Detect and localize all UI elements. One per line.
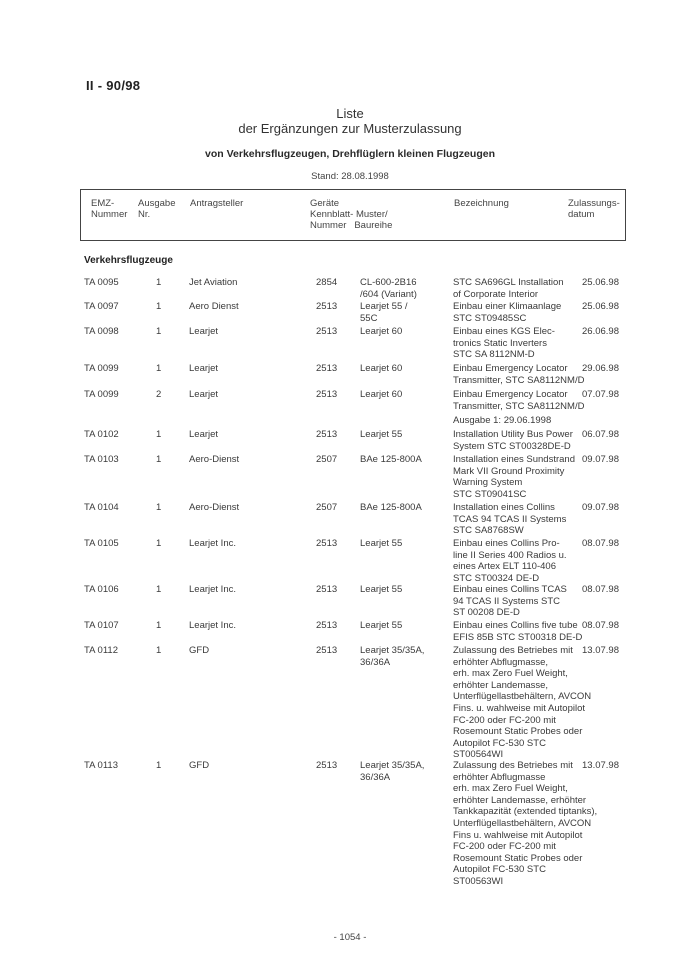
ausgabe-number: 1 — [156, 429, 162, 440]
muster-baureihe: BAe 125-800A — [360, 502, 422, 513]
bezeichnung: Einbau eines KGS Elec- tronics Static Inverters STC SA 8112NM-D — [453, 326, 555, 361]
emz-number: TA 0107 — [84, 620, 119, 631]
kennblatt-number: 2513 — [316, 584, 338, 595]
kennblatt-number: 2513 — [316, 645, 338, 656]
antragsteller: GFD — [189, 760, 210, 771]
kennblatt-number: 2507 — [316, 502, 338, 513]
ausgabe-number: 1 — [156, 538, 162, 549]
zulassungsdatum: 07.07.98 — [582, 389, 619, 400]
emz-number: TA 0104 — [84, 502, 119, 513]
page-title: Liste — [336, 106, 364, 121]
bezeichnung: Installation eines Collins TCAS 94 TCAS II Systems STC SA8768SW — [453, 502, 567, 537]
muster-baureihe: BAe 125-800A — [360, 454, 422, 465]
antragsteller: Aero Dienst — [189, 301, 239, 312]
antragsteller: Learjet Inc. — [189, 584, 236, 595]
bezeichnung: Einbau Emergency Locator Transmitter, STC SA8112NM/D — [453, 363, 585, 386]
kennblatt-number: 2513 — [316, 301, 338, 312]
page-title-line2: der Ergänzungen zur Musterzulassung — [238, 121, 462, 136]
header-emz: EMZ- Nummer — [91, 198, 128, 220]
ausgabe-number: 1 — [156, 645, 162, 656]
document-number: II - 90/98 — [86, 78, 141, 93]
bezeichnung: Zulassung des Betriebes mit erhöhter Abflugmasse, erh. max Zero Fuel Weight, erhöhter Landemasse, Unterflügellastbehältern, AVCON Fins. u. wahlweise mit Autopilot FC-200 oder FC-200 mit Rosemount Static Probes oder Autopilot FC-530 STC ST00564WI — [453, 645, 592, 761]
kennblatt-number: 2513 — [316, 389, 338, 400]
emz-number: TA 0095 — [84, 277, 119, 288]
zulassungsdatum: 25.06.98 — [582, 277, 619, 288]
stand-date: Stand: 28.08.1998 — [311, 171, 389, 182]
emz-number: TA 0112 — [84, 645, 118, 656]
emz-number: TA 0103 — [84, 454, 119, 465]
header-kennblatt: Kennblatt- Muster/ — [310, 209, 388, 220]
bezeichnung: Einbau eines Collins Pro- line II Series 400 Radios u. eines Artex ELT 110-406 STC ST00324 DE-D — [453, 538, 567, 584]
zulassungsdatum: 09.07.98 — [582, 454, 619, 465]
zulassungsdatum: 13.07.98 — [582, 645, 619, 656]
antragsteller: GFD — [189, 645, 210, 656]
header-geraete: Geräte Kennblatt- Muster/ Nummer Baureihe — [310, 198, 393, 231]
zulassungsdatum: 09.07.98 — [582, 502, 619, 513]
muster-baureihe: Learjet 55 — [360, 584, 403, 595]
emz-number: TA 0099 — [84, 363, 119, 374]
bezeichnung: Installation Utility Bus Power System STC ST00328DE-D — [453, 429, 573, 452]
muster-baureihe: Learjet 60 — [360, 363, 403, 374]
emz-number: TA 0097 — [84, 301, 119, 312]
header-bezeichnung: Bezeichnung — [454, 198, 509, 209]
header-muster: Nummer Baureihe — [310, 220, 393, 231]
bezeichnung: Einbau einer Klimaanlage STC ST09485SC — [453, 301, 562, 324]
antragsteller: Learjet Inc. — [189, 538, 236, 549]
kennblatt-number: 2507 — [316, 454, 338, 465]
antragsteller: Learjet — [189, 363, 219, 374]
antragsteller: Aero-Dienst — [189, 454, 240, 465]
muster-baureihe: Learjet 35/35A, 36/36A — [360, 645, 425, 668]
kennblatt-number: 2513 — [316, 538, 338, 549]
ausgabe-number: 1 — [156, 502, 162, 513]
bezeichnung: Zulassung des Betriebes mit erhöhter Abflugmasse erh. max Zero Fuel Weight, erhöhter Landemasse, erhöhter Tankkapazität (extended tiptanks), Unterflügellastbehältern, AVCON Fins u. wahlweise mit Autopilot FC-200 oder FC-200 mit Rosemount Static Probes oder Autopilot FC-530 STC ST00563WI — [453, 760, 598, 887]
ausgabe-number: 1 — [156, 760, 162, 771]
page-footer: - 1054 - — [333, 932, 367, 943]
antragsteller: Learjet — [189, 429, 219, 440]
ausgabe-number: 1 — [156, 363, 162, 374]
emz-number: TA 0105 — [84, 538, 119, 549]
zulassungsdatum: 08.07.98 — [582, 584, 619, 595]
ausgabe-number: 1 — [156, 584, 162, 595]
muster-baureihe: Learjet 55 — [360, 429, 403, 440]
bezeichnung: Einbau eines Collins five tube EFIS 85B STC ST00318 DE-D — [453, 620, 583, 643]
antragsteller: Aero-Dienst — [189, 502, 240, 513]
table-header — [80, 189, 626, 241]
bezeichnung: Einbau Emergency Locator Transmitter, STC SA8112NM/D Ausgabe 1: 29.06.1998 — [453, 389, 585, 427]
kennblatt-number: 2513 — [316, 429, 338, 440]
zulassungsdatum: 08.07.98 — [582, 620, 619, 631]
zulassungsdatum: 08.07.98 — [582, 538, 619, 549]
zulassungsdatum: 26.06.98 — [582, 326, 619, 337]
emz-number: TA 0102 — [84, 429, 119, 440]
kennblatt-number: 2513 — [316, 326, 338, 337]
kennblatt-number: 2513 — [316, 760, 338, 771]
ausgabe-number: 1 — [156, 301, 162, 312]
muster-baureihe: Learjet 35/35A, 36/36A — [360, 760, 425, 783]
bezeichnung: STC SA696GL Installation of Corporate Interior — [453, 277, 564, 300]
zulassungsdatum: 13.07.98 — [582, 760, 619, 771]
muster-baureihe: Learjet 60 — [360, 326, 403, 337]
muster-baureihe: Learjet 55 — [360, 538, 403, 549]
emz-number: TA 0099 — [84, 389, 119, 400]
emz-number: TA 0106 — [84, 584, 119, 595]
antragsteller: Learjet Inc. — [189, 620, 236, 631]
emz-number: TA 0113 — [84, 760, 118, 771]
zulassungsdatum: 06.07.98 — [582, 429, 619, 440]
header-zulassung: Zulassungs- datum — [568, 198, 620, 220]
kennblatt-number: 2854 — [316, 277, 338, 288]
ausgabe-number: 1 — [156, 454, 162, 465]
section-heading: Verkehrsflugzeuge — [84, 255, 173, 266]
zulassungsdatum: 25.06.98 — [582, 301, 619, 312]
antragsteller: Learjet — [189, 389, 219, 400]
antragsteller: Jet Aviation — [189, 277, 238, 288]
header-ausgabe: Ausgabe Nr. — [138, 198, 176, 220]
ausgabe-number: 1 — [156, 326, 162, 337]
kennblatt-number: 2513 — [316, 620, 338, 631]
kennblatt-number: 2513 — [316, 363, 338, 374]
muster-baureihe: CL-600-2B16 /604 (Variant) — [360, 277, 417, 300]
page-subtitle: von Verkehrsflugzeugen, Drehflüglern kleinen Flugzeugen — [205, 148, 495, 160]
bezeichnung: Einbau eines Collins TCAS 94 TCAS II Systems STC ST 00208 DE-D — [453, 584, 567, 619]
bezeichnung: Installation eines Sundstrand Mark VII Ground Proximity Warning System STC ST09041SC — [453, 454, 575, 500]
ausgabe-number: 1 — [156, 620, 162, 631]
ausgabe-number: 1 — [156, 277, 162, 288]
muster-baureihe: Learjet 60 — [360, 389, 403, 400]
muster-baureihe: Learjet 55 — [360, 620, 403, 631]
antragsteller: Learjet — [189, 326, 219, 337]
header-antragsteller: Antragsteller — [190, 198, 244, 209]
muster-baureihe: Learjet 55 / 55C — [360, 301, 408, 324]
emz-number: TA 0098 — [84, 326, 119, 337]
zulassungsdatum: 29.06.98 — [582, 363, 619, 374]
ausgabe-number: 2 — [156, 389, 162, 400]
